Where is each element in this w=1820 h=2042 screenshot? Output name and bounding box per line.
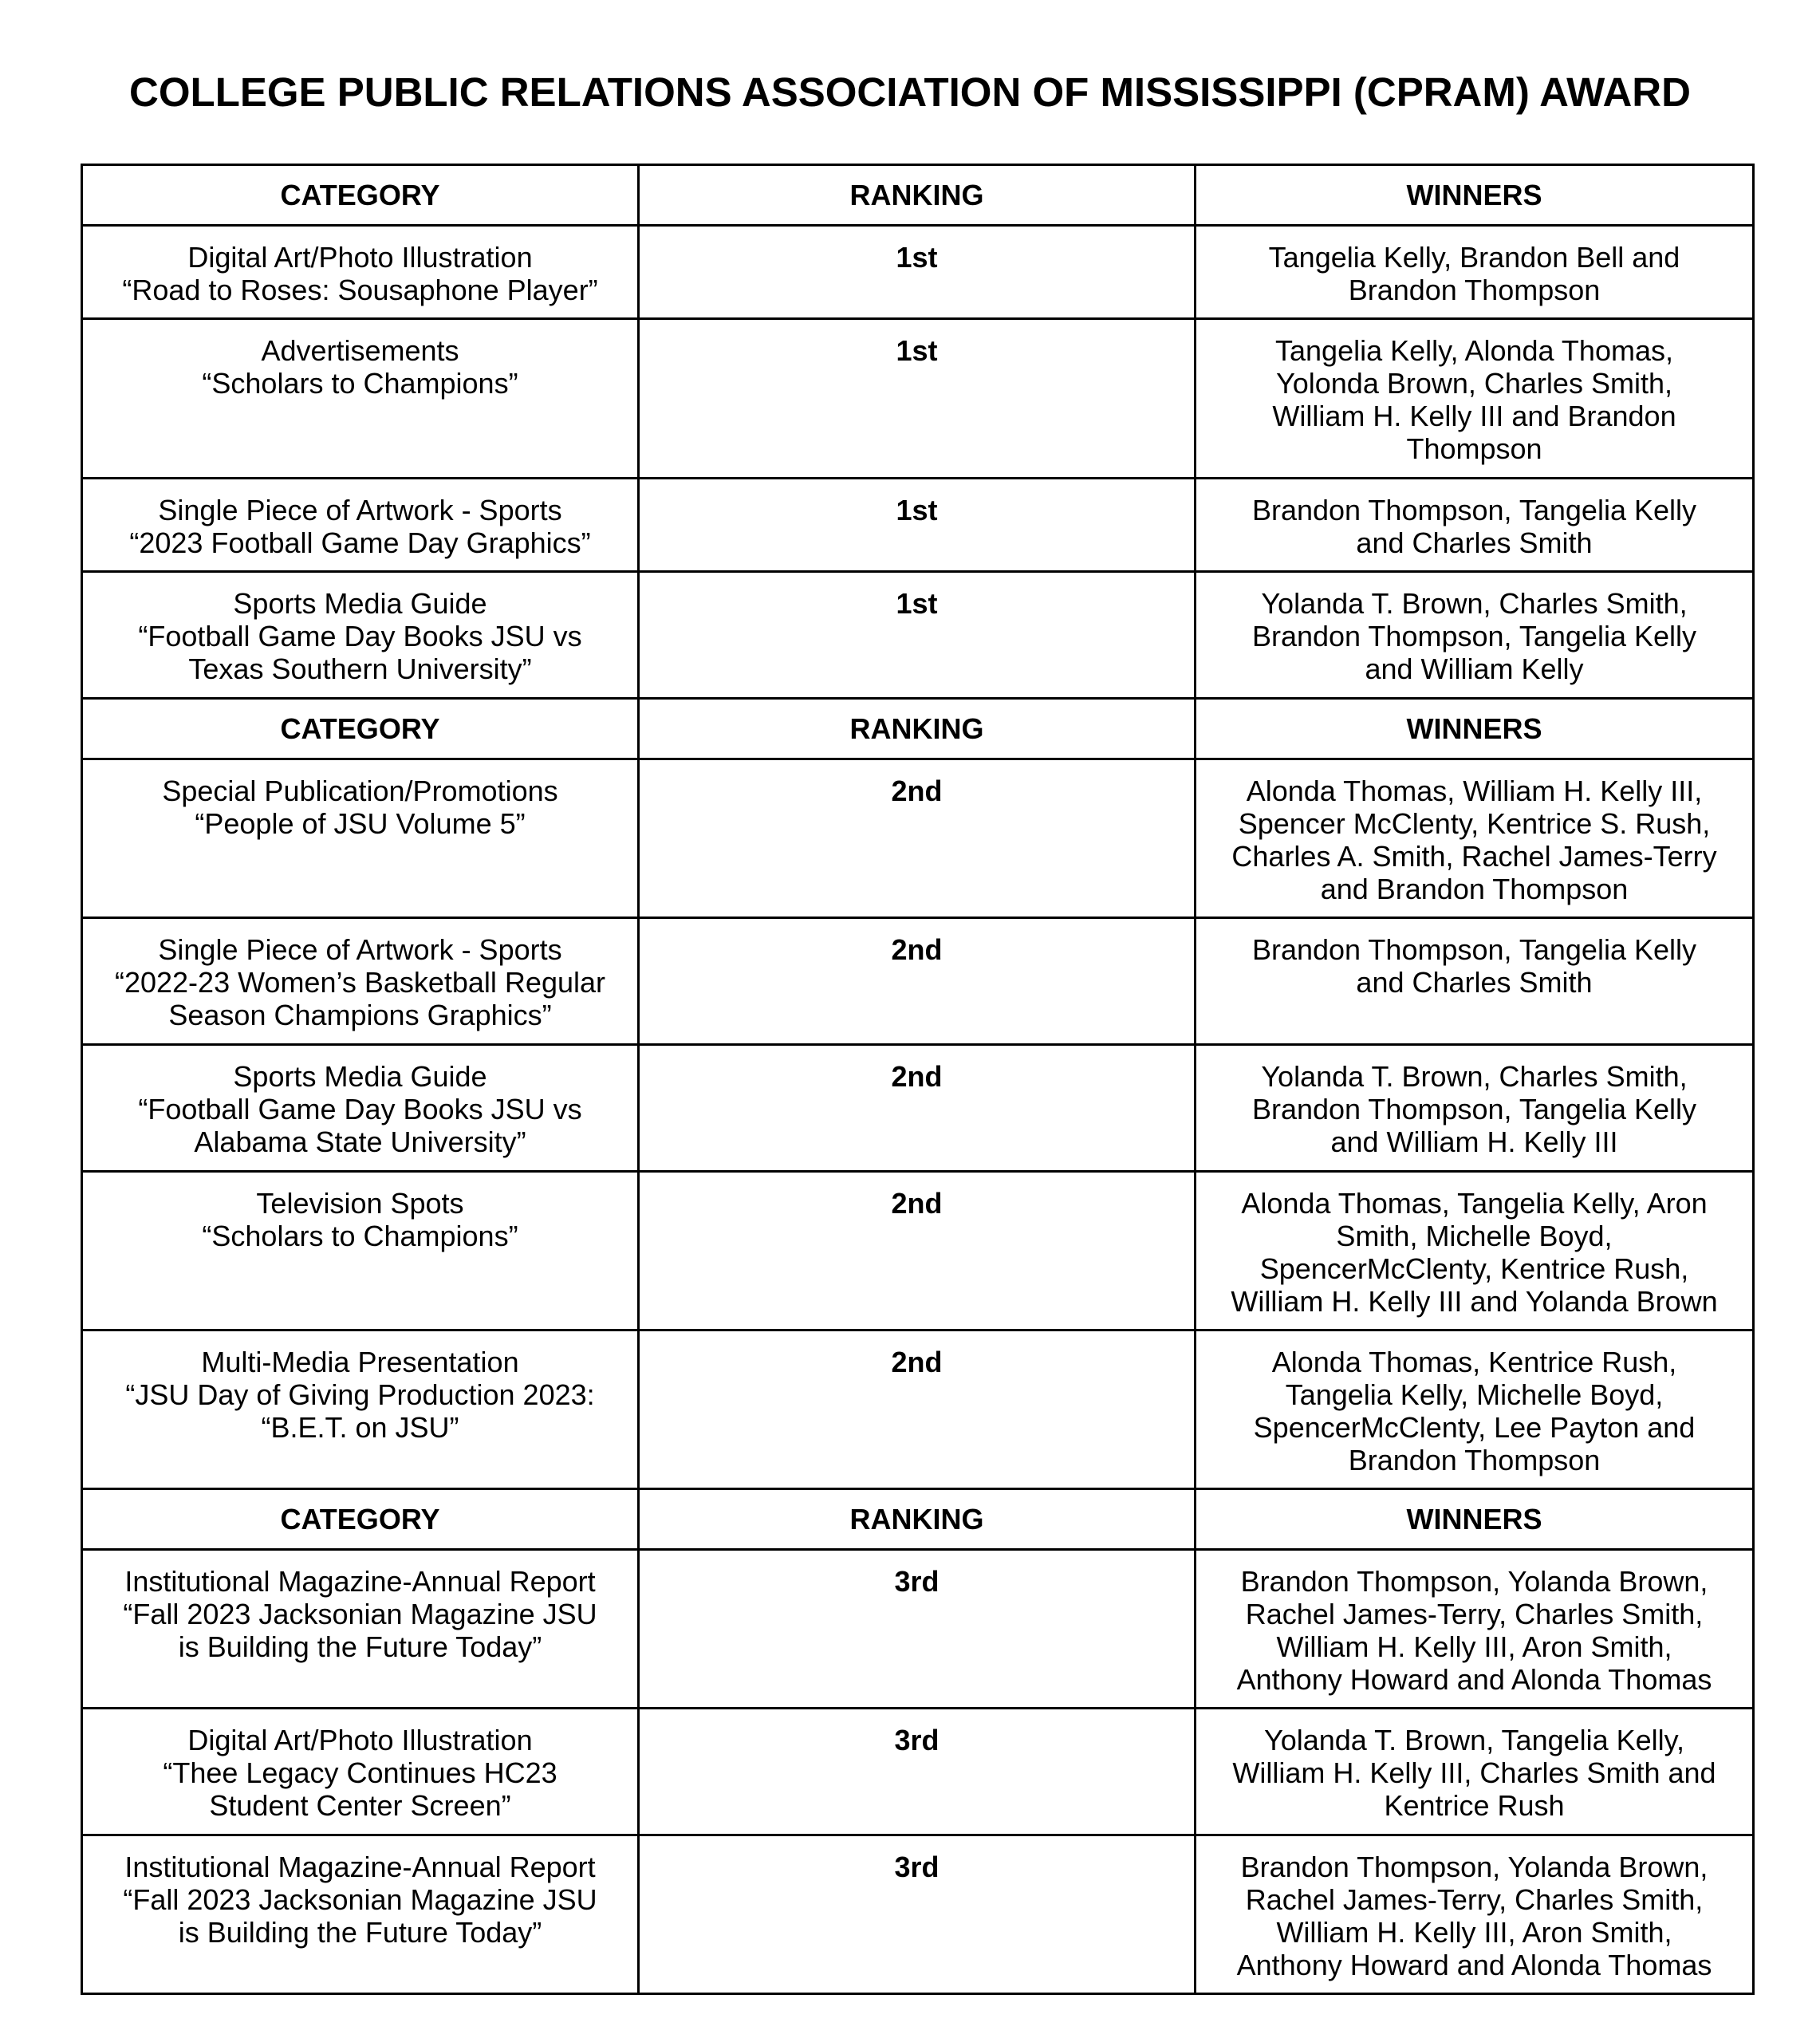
category-line: Multi-Media Presentation bbox=[201, 1346, 519, 1378]
category-line: is Building the Future Today” bbox=[178, 1630, 542, 1663]
category-line: Television Spots bbox=[256, 1187, 464, 1220]
table-row bbox=[82, 226, 1754, 319]
winners-cell bbox=[1196, 759, 1754, 918]
category-line: “2023 Football Game Day Graphics” bbox=[129, 526, 591, 559]
category-line: “Football Game Day Books JSU vs bbox=[138, 1093, 582, 1125]
table-row bbox=[82, 572, 1754, 699]
winners-cell bbox=[1196, 1045, 1754, 1172]
header-winners: WINNERS bbox=[1196, 165, 1754, 226]
category-line: “Football Game Day Books JSU vs bbox=[138, 620, 582, 652]
ranking-cell: 2nd bbox=[639, 759, 1196, 918]
winners-line: Brandon Thompson, Yolanda Brown, bbox=[1240, 1565, 1708, 1598]
header-category: CATEGORY bbox=[82, 165, 639, 226]
header-category: CATEGORY bbox=[82, 1489, 639, 1550]
category-line: “2022-23 Women’s Basketball Regular bbox=[114, 966, 605, 999]
winners-line: William H. Kelly III, Charles Smith and bbox=[1232, 1756, 1716, 1789]
table-row bbox=[82, 1330, 1754, 1489]
category-line: “Scholars to Champions” bbox=[202, 1220, 518, 1252]
awards-table-body bbox=[82, 165, 1754, 1994]
winners-line: Yolanda T. Brown, Charles Smith, bbox=[1261, 587, 1688, 620]
table-row bbox=[82, 1172, 1754, 1330]
winners-line: Brandon Thompson bbox=[1348, 1444, 1601, 1476]
category-line: Sports Media Guide bbox=[233, 587, 487, 620]
header-ranking: RANKING bbox=[639, 165, 1196, 226]
ranking-cell: 3rd bbox=[639, 1709, 1196, 1835]
table-row bbox=[82, 1835, 1754, 1994]
winners-line: SpencerMcClenty, Lee Payton and bbox=[1253, 1411, 1696, 1444]
winners-line: William H. Kelly III and Yolanda Brown bbox=[1231, 1285, 1718, 1318]
winners-line: and William H. Kelly III bbox=[1330, 1125, 1618, 1158]
category-line: Single Piece of Artwork - Sports bbox=[158, 933, 562, 966]
category-line: Texas Southern University” bbox=[188, 652, 532, 685]
category-line: “JSU Day of Giving Production 2023: bbox=[125, 1378, 595, 1411]
winners-line: Rachel James-Terry, Charles Smith, bbox=[1245, 1883, 1704, 1916]
winners-line: and William Kelly bbox=[1365, 652, 1584, 685]
winners-line: Kentrice Rush bbox=[1384, 1789, 1565, 1822]
category-cell bbox=[82, 759, 639, 918]
category-line: Digital Art/Photo Illustration bbox=[187, 1724, 533, 1756]
section-header-row bbox=[82, 1489, 1754, 1550]
winners-cell bbox=[1196, 1330, 1754, 1489]
winners-line: Anthony Howard and Alonda Thomas bbox=[1236, 1663, 1712, 1696]
ranking-cell: 2nd bbox=[639, 1045, 1196, 1172]
category-cell bbox=[82, 1045, 639, 1172]
category-line: Student Center Screen” bbox=[209, 1789, 511, 1822]
winners-line: Brandon Thompson, Yolanda Brown, bbox=[1240, 1851, 1708, 1883]
section-header-row bbox=[82, 699, 1754, 759]
winners-line: and Charles Smith bbox=[1356, 966, 1593, 999]
winners-cell bbox=[1196, 226, 1754, 319]
table-row bbox=[82, 1550, 1754, 1709]
header-category: CATEGORY bbox=[82, 699, 639, 759]
category-cell bbox=[82, 226, 639, 319]
table-row bbox=[82, 1045, 1754, 1172]
winners-cell bbox=[1196, 479, 1754, 572]
winners-line: and Brandon Thompson bbox=[1320, 873, 1629, 905]
winners-line: Smith, Michelle Boyd, bbox=[1336, 1220, 1613, 1252]
ranking-cell: 3rd bbox=[639, 1550, 1196, 1709]
category-cell bbox=[82, 1330, 639, 1489]
winners-cell bbox=[1196, 1172, 1754, 1330]
table-row bbox=[82, 1709, 1754, 1835]
winners-line: Charles A. Smith, Rachel James-Terry bbox=[1231, 840, 1717, 873]
header-winners: WINNERS bbox=[1196, 1489, 1754, 1550]
header-winners: WINNERS bbox=[1196, 699, 1754, 759]
winners-line: Yolanda T. Brown, Charles Smith, bbox=[1261, 1060, 1688, 1093]
ranking-cell: 1st bbox=[639, 319, 1196, 479]
category-line: Single Piece of Artwork - Sports bbox=[158, 494, 562, 526]
winners-line: Anthony Howard and Alonda Thomas bbox=[1236, 1949, 1712, 1981]
ranking-cell: 2nd bbox=[639, 918, 1196, 1045]
category-line: “B.E.T. on JSU” bbox=[261, 1411, 459, 1444]
category-line: Advertisements bbox=[261, 334, 459, 367]
winners-line: and Charles Smith bbox=[1356, 526, 1593, 559]
category-line: Season Champions Graphics” bbox=[168, 999, 552, 1031]
winners-line: William H. Kelly III and Brandon bbox=[1272, 400, 1676, 432]
winners-cell bbox=[1196, 1550, 1754, 1709]
category-cell bbox=[82, 1835, 639, 1994]
winners-line: William H. Kelly III, Aron Smith, bbox=[1276, 1630, 1672, 1663]
table-row bbox=[82, 479, 1754, 572]
category-line: Digital Art/Photo Illustration bbox=[187, 241, 533, 274]
section-header-row bbox=[82, 165, 1754, 226]
category-cell bbox=[82, 1172, 639, 1330]
winners-line: Tangelia Kelly, Brandon Bell and bbox=[1268, 241, 1680, 274]
category-cell bbox=[82, 918, 639, 1045]
ranking-cell: 1st bbox=[639, 479, 1196, 572]
category-line: Alabama State University” bbox=[194, 1125, 526, 1158]
header-ranking: RANKING bbox=[639, 699, 1196, 759]
category-cell bbox=[82, 479, 639, 572]
ranking-cell: 1st bbox=[639, 572, 1196, 699]
winners-line: Brandon Thompson, Tangelia Kelly bbox=[1251, 933, 1697, 966]
winners-line: William H. Kelly III, Aron Smith, bbox=[1276, 1916, 1672, 1949]
winners-line: Yolanda T. Brown, Tangelia Kelly, bbox=[1263, 1724, 1685, 1756]
category-line: “Thee Legacy Continues HC23 bbox=[163, 1756, 557, 1789]
winners-cell bbox=[1196, 1835, 1754, 1994]
winners-line: SpencerMcClenty, Kentrice Rush, bbox=[1259, 1252, 1689, 1285]
winners-line: Alonda Thomas, Tangelia Kelly, Aron bbox=[1241, 1187, 1708, 1220]
category-line: “Road to Roses: Sousaphone Player” bbox=[122, 274, 598, 306]
winners-cell bbox=[1196, 319, 1754, 479]
table-row bbox=[82, 918, 1754, 1045]
ranking-cell: 2nd bbox=[639, 1172, 1196, 1330]
category-line: Special Publication/Promotions bbox=[162, 775, 558, 807]
category-line: Institutional Magazine-Annual Report bbox=[124, 1565, 596, 1598]
winners-line: Brandon Thompson, Tangelia Kelly bbox=[1251, 620, 1697, 652]
table-row bbox=[82, 759, 1754, 918]
category-line: “Fall 2023 Jacksonian Magazine JSU bbox=[123, 1883, 597, 1916]
category-line: “People of JSU Volume 5” bbox=[195, 807, 526, 840]
category-cell bbox=[82, 1550, 639, 1709]
winners-line: Rachel James-Terry, Charles Smith, bbox=[1245, 1598, 1704, 1630]
category-cell bbox=[82, 1709, 639, 1835]
winners-line: Tangelia Kelly, Michelle Boyd, bbox=[1285, 1378, 1664, 1411]
category-line: is Building the Future Today” bbox=[178, 1916, 542, 1949]
category-line: “Scholars to Champions” bbox=[202, 367, 518, 400]
winners-line: Tangelia Kelly, Alonda Thomas, bbox=[1275, 334, 1673, 367]
ranking-cell: 1st bbox=[639, 226, 1196, 319]
winners-line: Brandon Thompson, Tangelia Kelly bbox=[1251, 1093, 1697, 1125]
winners-cell bbox=[1196, 1709, 1754, 1835]
winners-line: Brandon Thompson, Tangelia Kelly bbox=[1251, 494, 1697, 526]
category-line: Sports Media Guide bbox=[233, 1060, 487, 1093]
winners-line: Spencer McClenty, Kentrice S. Rush, bbox=[1238, 807, 1711, 840]
winners-cell bbox=[1196, 918, 1754, 1045]
winners-line: Brandon Thompson bbox=[1348, 274, 1601, 306]
winners-line: Alonda Thomas, Kentrice Rush, bbox=[1271, 1346, 1677, 1378]
page-title: COLLEGE PUBLIC RELATIONS ASSOCIATION OF MISSISSIPPI (CPRAM) AWARD bbox=[129, 69, 1691, 115]
ranking-cell: 2nd bbox=[639, 1330, 1196, 1489]
table-row bbox=[82, 319, 1754, 479]
winners-line: Thompson bbox=[1406, 432, 1542, 465]
category-line: “Fall 2023 Jacksonian Magazine JSU bbox=[123, 1598, 597, 1630]
category-cell bbox=[82, 572, 639, 699]
winners-line: Alonda Thomas, William H. Kelly III, bbox=[1246, 775, 1703, 807]
winners-line: Yolonda Brown, Charles Smith, bbox=[1276, 367, 1672, 400]
category-cell bbox=[82, 319, 639, 479]
ranking-cell: 3rd bbox=[639, 1835, 1196, 1994]
category-line: Institutional Magazine-Annual Report bbox=[124, 1851, 596, 1883]
awards-table bbox=[81, 164, 1755, 1995]
winners-cell bbox=[1196, 572, 1754, 699]
header-ranking: RANKING bbox=[639, 1489, 1196, 1550]
